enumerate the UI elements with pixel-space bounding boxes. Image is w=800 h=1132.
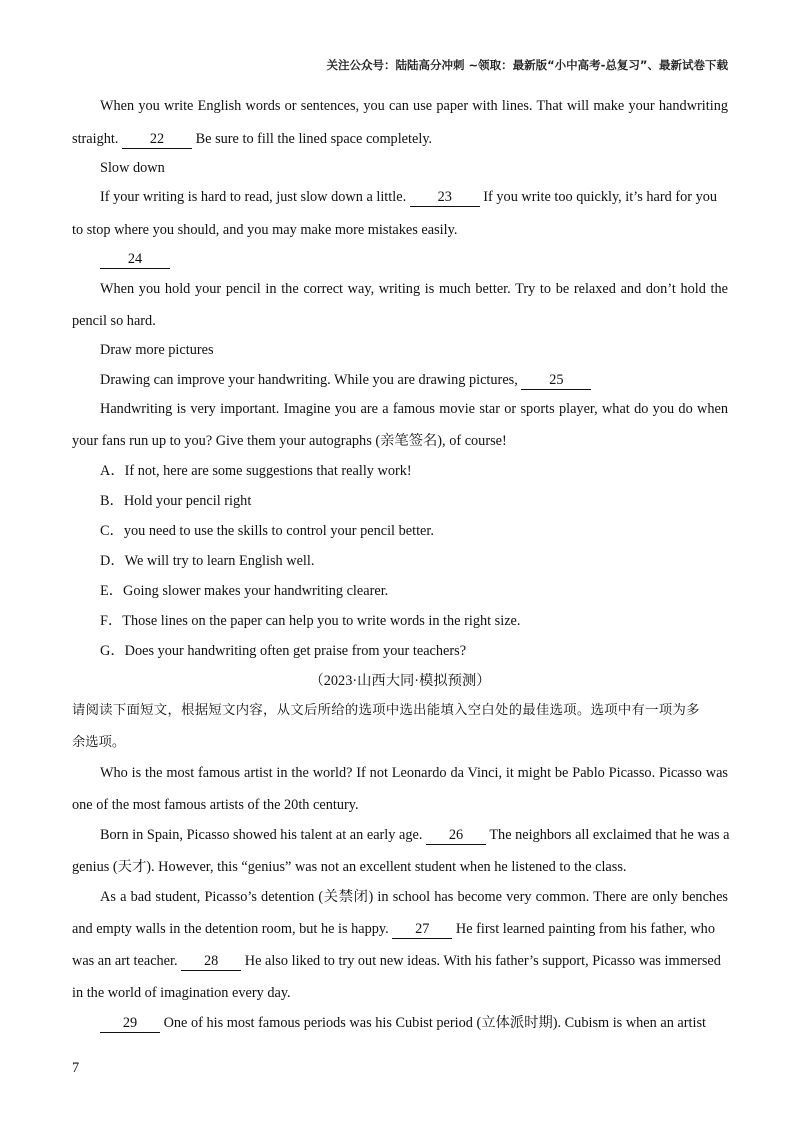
- answer-blank-27: 27: [392, 921, 452, 939]
- option-e: E．Going slower makes your handwriting clearer.: [100, 583, 389, 599]
- paragraph-line: in the world of imagination every day.: [72, 985, 291, 1001]
- subheading: Slow down: [100, 160, 165, 176]
- paragraph-line: one of the most famous artists of the 20th century.: [72, 797, 359, 813]
- section-source: （2023·山西大同·模拟预测）: [309, 673, 491, 689]
- answer-blank-25: 25: [521, 372, 591, 390]
- answer-blank-24: 24: [100, 251, 170, 269]
- option-g: G．Does your handwriting often get praise from your teachers?: [100, 643, 467, 659]
- answer-blank-26: 26: [426, 827, 486, 845]
- option-f: F．Those lines on the paper can help you to write words in the right size.: [100, 613, 521, 629]
- paragraph-line: Handwriting is very important. Imagine you are a famous movie star or sports player, what do you do when: [100, 401, 728, 417]
- paragraph-line: pencil so hard.: [72, 313, 156, 329]
- paragraph-line: to stop where you should, and you may make more mistakes easily.: [72, 222, 458, 238]
- option-c: C．you need to use the skills to control your pencil better.: [100, 523, 434, 539]
- answer-blank-28: 28: [181, 953, 241, 971]
- paragraph-line: 29 One of his most famous periods was his Cubist period (立体派时期). Cubism is when an artist: [100, 1013, 728, 1033]
- page-header: 关注公众号：陆陆高分冲刺 ~领取：最新版“小中高考-总复习”、最新试卷下载: [326, 58, 728, 72]
- paragraph-line: straight. 22 Be sure to fill the lined space completely.: [72, 131, 433, 147]
- paragraph-line: and empty walls in the detention room, but he is happy. 27 He first learned painting from his father, who: [72, 921, 715, 937]
- answer-blank-23: 23: [410, 189, 480, 207]
- instructions-line: 请阅读下面短文，根据短文内容，从文后所给的选项中选出能填入空白处的最佳选项。选项中有一项为多: [72, 703, 700, 718]
- paragraph-line: genius (天才). However, this “genius” was not an excellent student when he listened to the class.: [72, 859, 627, 875]
- paragraph-line: [100, 249, 728, 269]
- paragraph-line: was an art teacher. 28 He also liked to try out new ideas. With his father’s support, Picasso was immersed: [72, 953, 721, 969]
- instructions-line: 余选项。: [72, 735, 126, 750]
- paragraph-line: As a bad student, Picasso’s detention (关禁闭) in school has become very common. There are only benches: [100, 889, 728, 905]
- subheading: Draw more pictures: [100, 342, 214, 358]
- paragraph-line: When you hold your pencil in the correct way, writing is much better. Try to be relaxed and don’t hold the: [100, 281, 728, 297]
- answer-blank-22: 22: [122, 131, 192, 149]
- answer-blank-29: 29: [100, 1015, 160, 1033]
- option-d: D．We will try to learn English well.: [100, 553, 315, 569]
- paragraph-line: If your writing is hard to read, just slow down a little. 23 If you write too quickly, it’s hard for you: [100, 189, 718, 205]
- paragraph-line: Drawing can improve your handwriting. While you are drawing pictures, 25: [100, 370, 728, 390]
- page-number: 7: [72, 1060, 80, 1076]
- paragraph-line: Born in Spain, Picasso showed his talent at an early age. 26 The neighbors all exclaimed that he was a: [100, 827, 730, 843]
- option-b: B．Hold your pencil right: [100, 493, 252, 509]
- paragraph-line: Who is the most famous artist in the world? If not Leonardo da Vinci, it might be Pablo Picasso. Picasso was: [100, 765, 728, 781]
- paragraph-line: When you write English words or sentences, you can use paper with lines. That will make your handwriting: [100, 98, 728, 114]
- paragraph-line: your fans run up to you? Give them your autographs (亲笔签名), of course!: [72, 433, 507, 449]
- option-a: A．If not, here are some suggestions that really work!: [100, 463, 412, 479]
